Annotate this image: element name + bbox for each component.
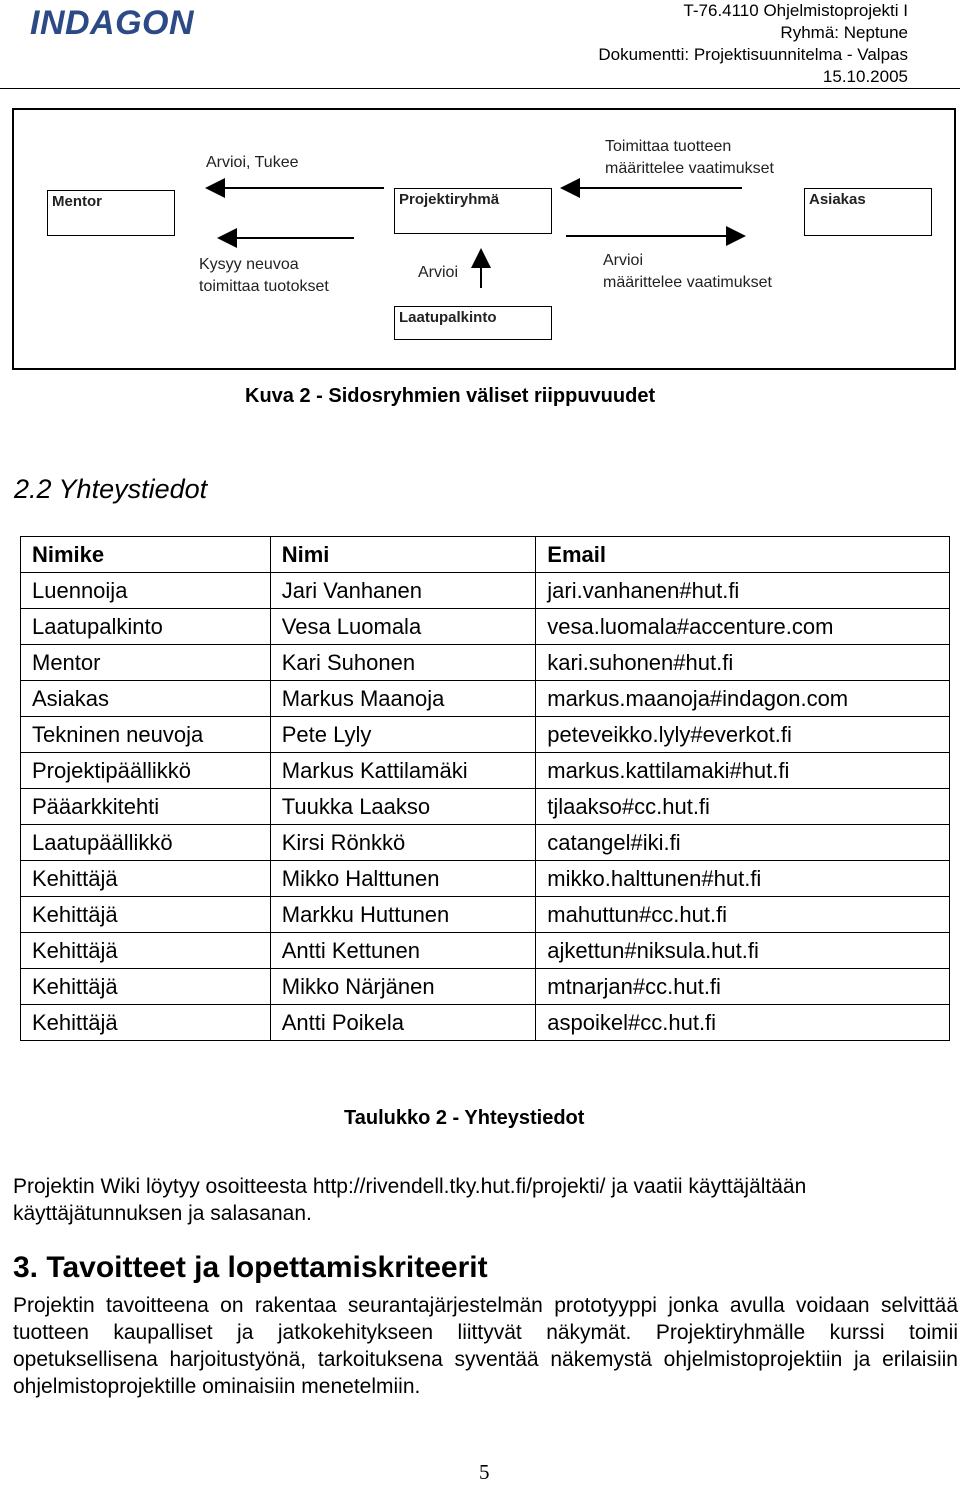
email-cell: markus.kattilamaki#hut.fi: [536, 753, 950, 789]
figure-caption: Kuva 2 - Sidosryhmien väliset riippuvuudet: [245, 385, 656, 407]
name-cell: Pete Lyly: [270, 717, 536, 753]
name-cell: Antti Poikela: [270, 1005, 536, 1041]
table-caption: Taulukko 2 - Yhteystiedot: [344, 1107, 585, 1129]
title-cell: Laatupäällikkö: [21, 825, 271, 861]
header-divider: [0, 88, 960, 89]
label-toimittaa-line2: määrittelee vaatimukset: [605, 160, 774, 177]
name-cell: Vesa Luomala: [270, 609, 536, 645]
table-row: [21, 825, 950, 861]
label-arvioi-right-line1: Arvioi: [603, 252, 644, 269]
wiki-paragraph: Projektin Wiki löytyy osoitteesta http://rivendell.tky.hut.fi/projekti/ ja vaatii käyttäjältään käyttäjätunnuksen ja salasanan.: [13, 1175, 807, 1225]
title-cell: Tekninen neuvoja: [21, 717, 271, 753]
name-cell: Markus Maanoja: [270, 681, 536, 717]
company-logo: INDAGON: [30, 4, 195, 42]
table-row: [21, 717, 950, 753]
label-arvioi-right-line2: määrittelee vaatimukset: [603, 274, 772, 291]
label-arvioi-right: [603, 250, 772, 294]
title-cell: Kehittäjä: [21, 969, 271, 1005]
email-cell: mikko.halttunen#hut.fi: [536, 861, 950, 897]
table-row: [21, 969, 950, 1005]
chapter-heading: 3. Tavoitteet ja lopettamiskriteerit: [13, 1251, 488, 1284]
name-cell: Mikko Närjänen: [270, 969, 536, 1005]
name-cell: Mikko Halttunen: [270, 861, 536, 897]
table-row: [21, 861, 950, 897]
table-row: [21, 789, 950, 825]
stakeholder-diagram: [12, 108, 956, 370]
page-number: 5: [479, 1460, 490, 1484]
title-cell: Kehittäjä: [21, 933, 271, 969]
email-cell: jari.vanhanen#hut.fi: [536, 573, 950, 609]
laatupalkinto-box: Laatupalkinto: [394, 306, 552, 340]
name-cell: Markus Kattilamäki: [270, 753, 536, 789]
table-row: [21, 1005, 950, 1041]
label-kysyy-line1: Kysyy neuvoa: [199, 256, 299, 273]
table-header-row: [21, 537, 950, 573]
email-cell: tjlaakso#cc.hut.fi: [536, 789, 950, 825]
title-cell: Pääarkkitehti: [21, 789, 271, 825]
table-row: [21, 645, 950, 681]
table-row: [21, 573, 950, 609]
email-cell: vesa.luomala#accenture.com: [536, 609, 950, 645]
asiakas-box: Asiakas: [804, 188, 932, 236]
title-cell: Projektipäällikkö: [21, 753, 271, 789]
contact-table: [20, 536, 950, 1041]
course-name: T-76.4110 Ohjelmistoprojekti I: [683, 1, 908, 20]
title-cell: Kehittäjä: [21, 1005, 271, 1041]
email-cell: ajkettun#niksula.hut.fi: [536, 933, 950, 969]
document-name: Dokumentti: Projektisuunnitelma - Valpas: [598, 45, 908, 64]
table-row: [21, 681, 950, 717]
name-cell: Kari Suhonen: [270, 645, 536, 681]
goals-paragraph: Projektin tavoitteena on rakentaa seurantajärjestelmän prototyyppi jonka avulla voidaan selvittää tuotteen kaupalliset ja jatkokehitykseen liittyvät näkymät. Projektiryhmälle kurssi toimii opetuksellisena harjoitustyönä, tarkoituksena syventää näkemystä ohjelmistoprojektiin ja erilaisiin ohjelmistoprojektille ominaisiin menetelmiin.: [13, 1294, 958, 1398]
name-cell: Tuukka Laakso: [270, 789, 536, 825]
label-toimittaa: [605, 136, 774, 180]
label-toimittaa-line1: Toimittaa tuotteen: [605, 138, 732, 155]
label-kysyy-neuvoa: [199, 254, 329, 298]
title-cell: Kehittäjä: [21, 897, 271, 933]
document-date: 15.10.2005: [822, 67, 908, 86]
title-cell: Mentor: [21, 645, 271, 681]
title-cell: Asiakas: [21, 681, 271, 717]
email-cell: kari.suhonen#hut.fi: [536, 645, 950, 681]
mentor-box: Mentor: [47, 190, 175, 236]
table-row: [21, 753, 950, 789]
table-row: [21, 897, 950, 933]
email-cell: peteveikko.lyly#everkot.fi: [536, 717, 950, 753]
email-cell: markus.maanoja#indagon.com: [536, 681, 950, 717]
section-heading: 2.2 Yhteystiedot: [14, 474, 208, 504]
column-header: Email: [536, 537, 950, 573]
group-name: Ryhmä: Neptune: [780, 23, 908, 42]
projektiryhma-box: Projektiryhmä: [394, 188, 552, 234]
column-header: Nimi: [270, 537, 536, 573]
column-header: Nimike: [21, 537, 271, 573]
title-cell: Laatupalkinto: [21, 609, 271, 645]
name-cell: Jari Vanhanen: [270, 573, 536, 609]
label-arvioi-center: Arvioi: [418, 264, 459, 281]
document-header: [598, 0, 908, 88]
name-cell: Kirsi Rönkkö: [270, 825, 536, 861]
table-row: [21, 933, 950, 969]
table-row: [21, 609, 950, 645]
name-cell: Markku Huttunen: [270, 897, 536, 933]
label-kysyy-line2: toimittaa tuotokset: [199, 278, 329, 295]
email-cell: mahuttun#cc.hut.fi: [536, 897, 950, 933]
email-cell: mtnarjan#cc.hut.fi: [536, 969, 950, 1005]
name-cell: Antti Kettunen: [270, 933, 536, 969]
email-cell: catangel#iki.fi: [536, 825, 950, 861]
title-cell: Kehittäjä: [21, 861, 271, 897]
label-arvioi-tukee: Arvioi, Tukee: [206, 154, 299, 171]
title-cell: Luennoija: [21, 573, 271, 609]
email-cell: aspoikel#cc.hut.fi: [536, 1005, 950, 1041]
